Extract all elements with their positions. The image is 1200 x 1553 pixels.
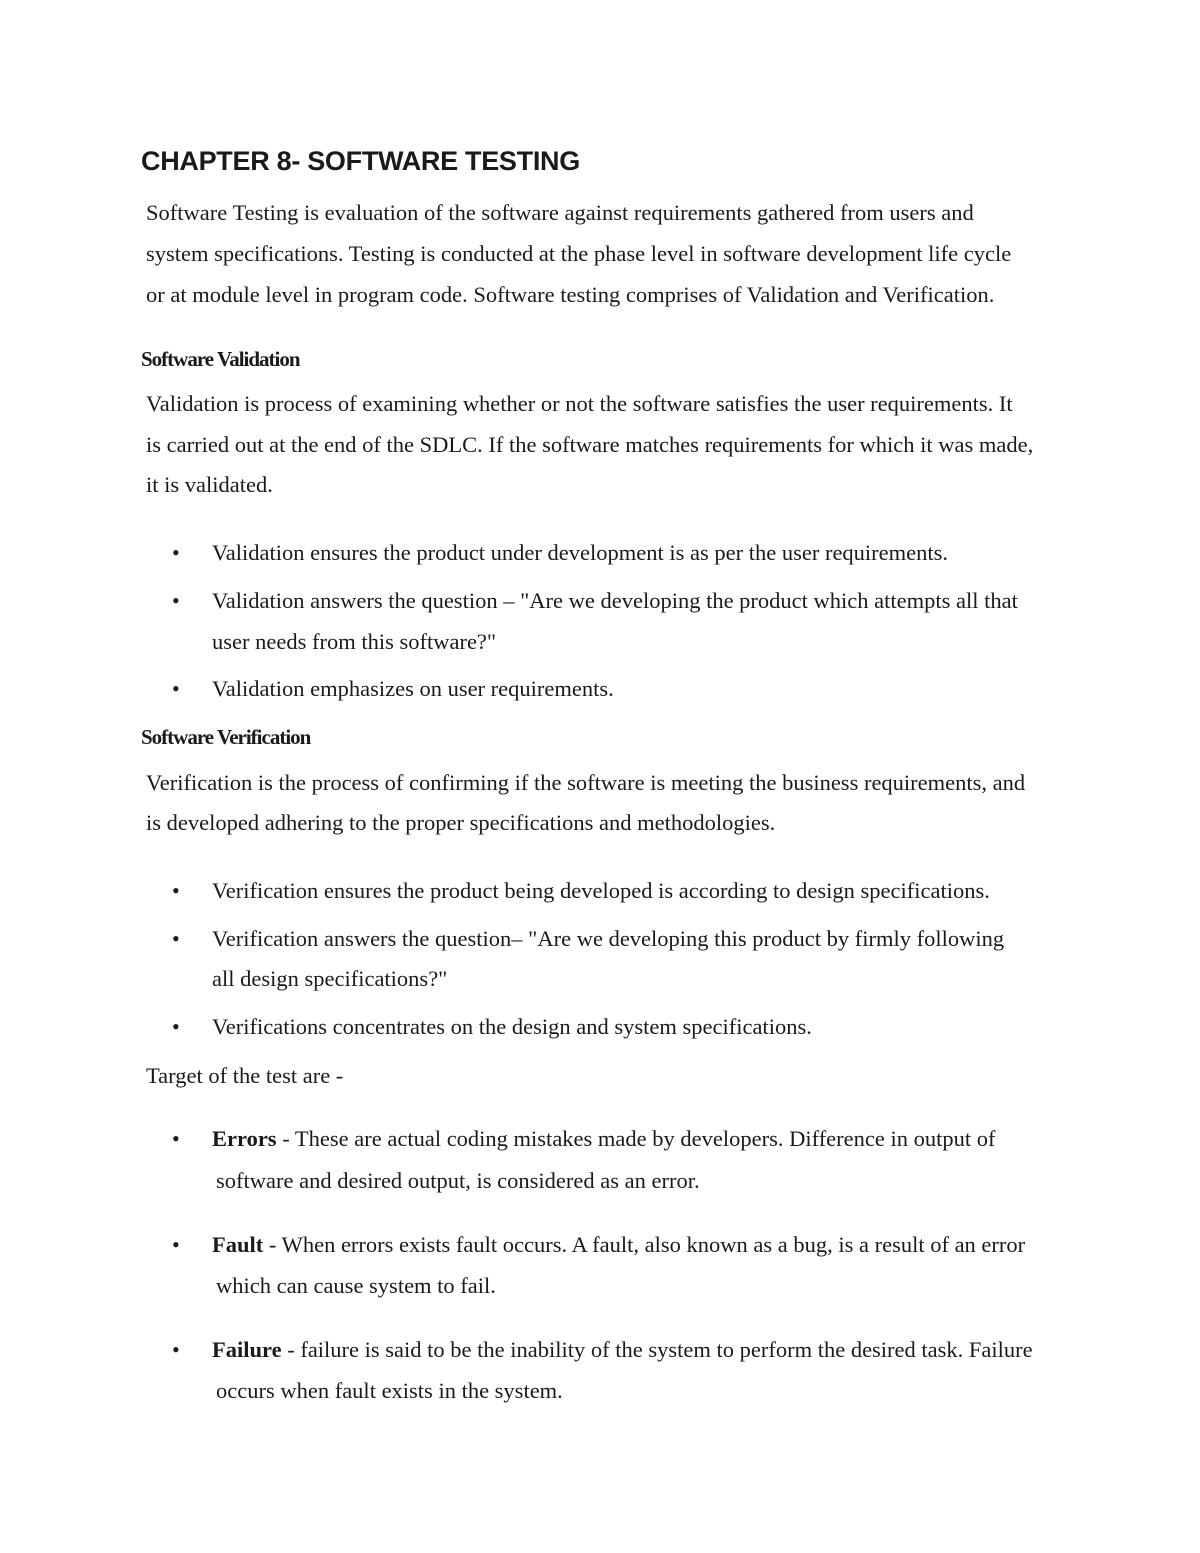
- intro-line-1: Software Testing is evaluation of the software against requirements gathered from users and: [146, 200, 974, 225]
- bullet-icon: •: [172, 926, 180, 951]
- failure-description: - failure is said to be the inability of the system to perform the desired task. Failure: [281, 1337, 1033, 1362]
- validation-para-line-3: it is validated.: [146, 472, 273, 497]
- intro-line-3: or at module level in program code. Software testing comprises of Validation and Verification.: [146, 282, 995, 307]
- targets-intro: Target of the test are -: [146, 1063, 344, 1088]
- validation-para-line-1: Validation is process of examining whether or not the software satisfies the user requirements. It: [146, 391, 1013, 416]
- bullet-icon: •: [172, 540, 180, 565]
- section-heading-verification: Software Verification: [141, 725, 311, 749]
- bullet-text: Validation emphasizes on user requirements.: [212, 676, 614, 701]
- chapter-title: CHAPTER 8- SOFTWARE TESTING: [141, 146, 580, 176]
- fault-description: - When errors exists fault occurs. A fault, also known as a bug, is a result of an error: [263, 1232, 1026, 1257]
- bullet-icon: •: [172, 1126, 180, 1151]
- term-errors: Errors: [212, 1126, 277, 1151]
- bullet-text: user needs from this software?": [212, 629, 497, 654]
- term-failure: Failure: [212, 1337, 282, 1362]
- bullet-icon: •: [172, 1014, 180, 1039]
- bullet-text: Validation ensures the product under development is as per the user requirements.: [212, 540, 949, 565]
- intro-line-2: system specifications. Testing is conducted at the phase level in software development life cycle: [146, 241, 1012, 266]
- bullet-text: Verification ensures the product being developed is according to design specifications.: [212, 878, 990, 903]
- bullet-text: which can cause system to fail.: [216, 1273, 496, 1298]
- term-fault: Fault: [212, 1232, 264, 1257]
- bullet-icon: •: [172, 676, 180, 701]
- bullet-text: software and desired output, is considered as an error.: [216, 1168, 700, 1193]
- errors-description: - These are actual coding mistakes made by developers. Difference in output of: [276, 1126, 996, 1151]
- section-heading-validation: Software Validation: [141, 347, 300, 371]
- bullet-icon: •: [172, 588, 180, 613]
- bullet-text: all design specifications?": [212, 966, 448, 991]
- bullet-text: Verification answers the question– "Are we developing this product by firmly following: [212, 926, 1005, 951]
- bullet-text: Validation answers the question – "Are we developing the product which attempts all that: [212, 588, 1018, 613]
- validation-para-line-2: is carried out at the end of the SDLC. If the software matches requirements for which it was made,: [146, 432, 1034, 457]
- verification-para-line-1: Verification is the process of confirming if the software is meeting the business requirements, and: [146, 770, 1026, 795]
- verification-para-line-2: is developed adhering to the proper specifications and methodologies.: [146, 810, 776, 835]
- bullet-text: Verifications concentrates on the design and system specifications.: [212, 1014, 812, 1039]
- bullet-icon: •: [172, 878, 180, 903]
- bullet-text: occurs when fault exists in the system.: [216, 1378, 563, 1403]
- bullet-icon: •: [172, 1337, 180, 1362]
- bullet-icon: •: [172, 1232, 180, 1257]
